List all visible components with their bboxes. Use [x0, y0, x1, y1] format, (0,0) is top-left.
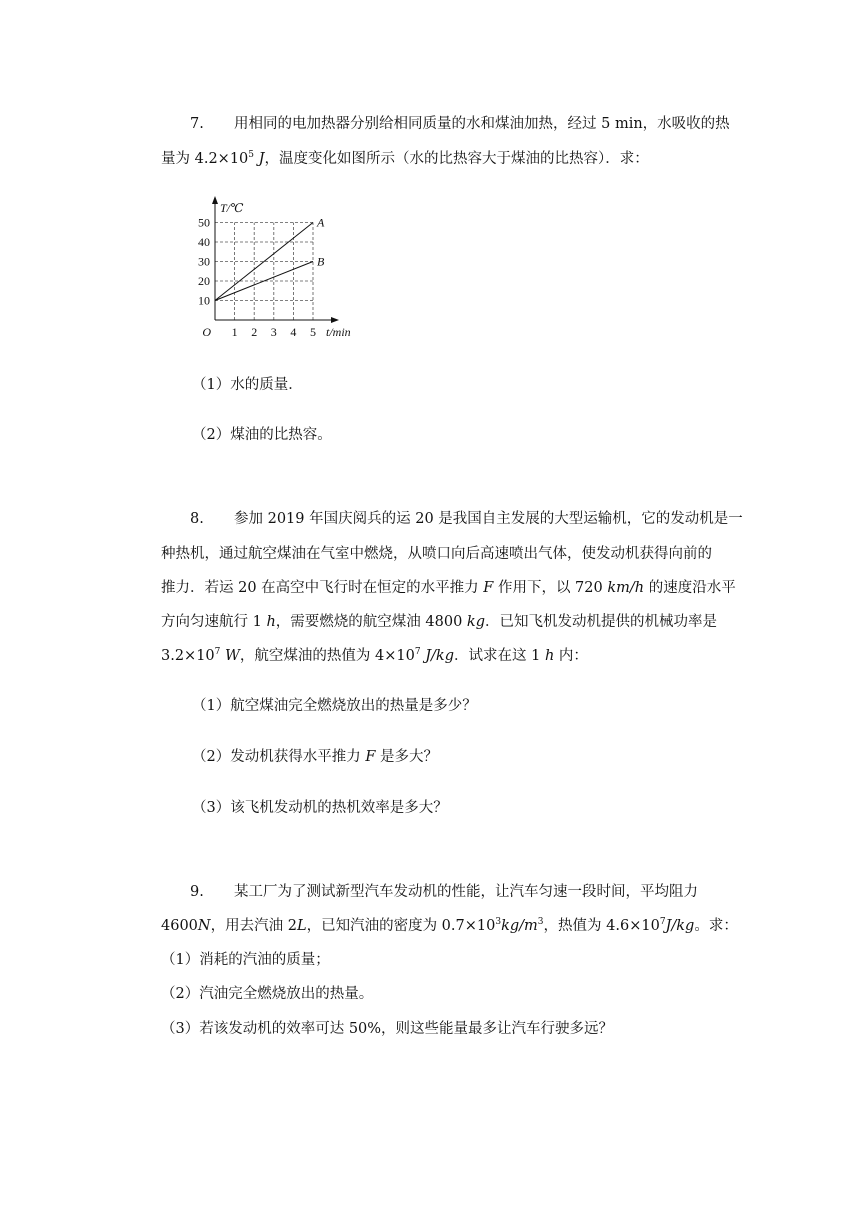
x-tick-label-5: 5 — [310, 325, 316, 339]
q9-number: 9. — [190, 884, 204, 900]
q7-line-1: 7. 用相同的电加热器分别给相同质量的水和煤油加热，经过 5 min，水吸收的热 — [190, 116, 730, 132]
q8-number: 8. — [190, 511, 204, 527]
q9-line-1: 9. 某工厂为了测试新型汽车发动机的性能，让汽车匀速一段时间，平均阻力 — [190, 884, 698, 900]
q7-line-2: 量为 $4.2\times 10^5$ J，温度变化如图所示（水的比热容大于煤油的比热容）．求： — [161, 150, 649, 167]
chart-lines — [215, 223, 313, 301]
y-tick-label-50: 50 — [198, 215, 210, 230]
origin-label: O — [202, 325, 211, 339]
q8-line-2: 种热机，通过航空煤油在气室中燃烧，从喷口向后高速喷出气体，使发动机获得向前的 — [161, 546, 712, 562]
x-tick-label-2: 2 — [251, 325, 258, 339]
q8-sub-1: （1）航空煤油完全燃烧放出的热量是多少？ — [192, 698, 477, 714]
q8-line-1: 8. 参加 2019 年国庆阅兵的运 20 是我国自主发展的大型运输机，它的发动机是一 — [190, 511, 743, 527]
x-tick-label-4: 4 — [290, 325, 297, 339]
chart-grid — [215, 223, 313, 321]
q8-line-3: 推力．若运 20 在高空中飞行时在恒定的水平推力 F 作用下，以 720 km/h 的速度沿水平 — [161, 580, 736, 596]
q8-line-4: 方向匀速航行 1 h，需要燃烧的航空煤油 4800 kg．已知飞机发动机提供的机械功率是 — [161, 614, 717, 630]
x-axis-arrow — [331, 317, 339, 323]
series-label-A: A — [317, 215, 325, 230]
y-tick-label-20: 20 — [198, 274, 210, 288]
temperature-time-chart — [185, 190, 375, 345]
series-line-B — [215, 262, 313, 301]
y-tick-label-40: 40 — [198, 235, 210, 249]
y-axis-label: T/℃ — [220, 201, 244, 215]
q8-sub-3: （3）该飞机发动机的热机效率是多大？ — [192, 800, 448, 816]
x-tick-label-1: 1 — [231, 325, 238, 339]
series-line-A — [215, 223, 313, 301]
y-tick-label-30: 30 — [198, 254, 210, 269]
q7-number: 7. — [190, 116, 204, 132]
x-axis-label: t/min — [326, 325, 351, 339]
q9-sub-1: （1）消耗的汽油的质量； — [161, 952, 330, 968]
q8-line-5: $3.2\times 10^7$ W，航空煤油的热值为 $4\times 10^7$ J/kg．试求在这 1 h 内： — [161, 647, 588, 664]
y-axis-arrow — [212, 196, 218, 204]
q9-sub-3: （3）若该发动机的效率可达 50%，则这些能量最多让汽车行驶多远？ — [161, 1021, 614, 1037]
q9-line-2: 4600N，用去汽油 2L，已知汽油的密度为 $0.7\times 10^3kg/m^3$，热值为 $4.6\times 10^7J/kg$。求： — [161, 917, 738, 934]
q9-sub-2: （2）汽油完全燃烧放出的热量。 — [161, 986, 374, 1002]
series-label-B: B — [317, 254, 325, 269]
q7-sub-2: （2）煤油的比热容。 — [192, 427, 332, 443]
q8-sub-2: （2）发动机获得水平推力 F 是多大？ — [192, 749, 439, 765]
q7-sub-1: （1）水的质量． — [192, 377, 303, 393]
x-tick-label-3: 3 — [270, 325, 277, 339]
y-tick-label-10: 10 — [198, 293, 210, 308]
